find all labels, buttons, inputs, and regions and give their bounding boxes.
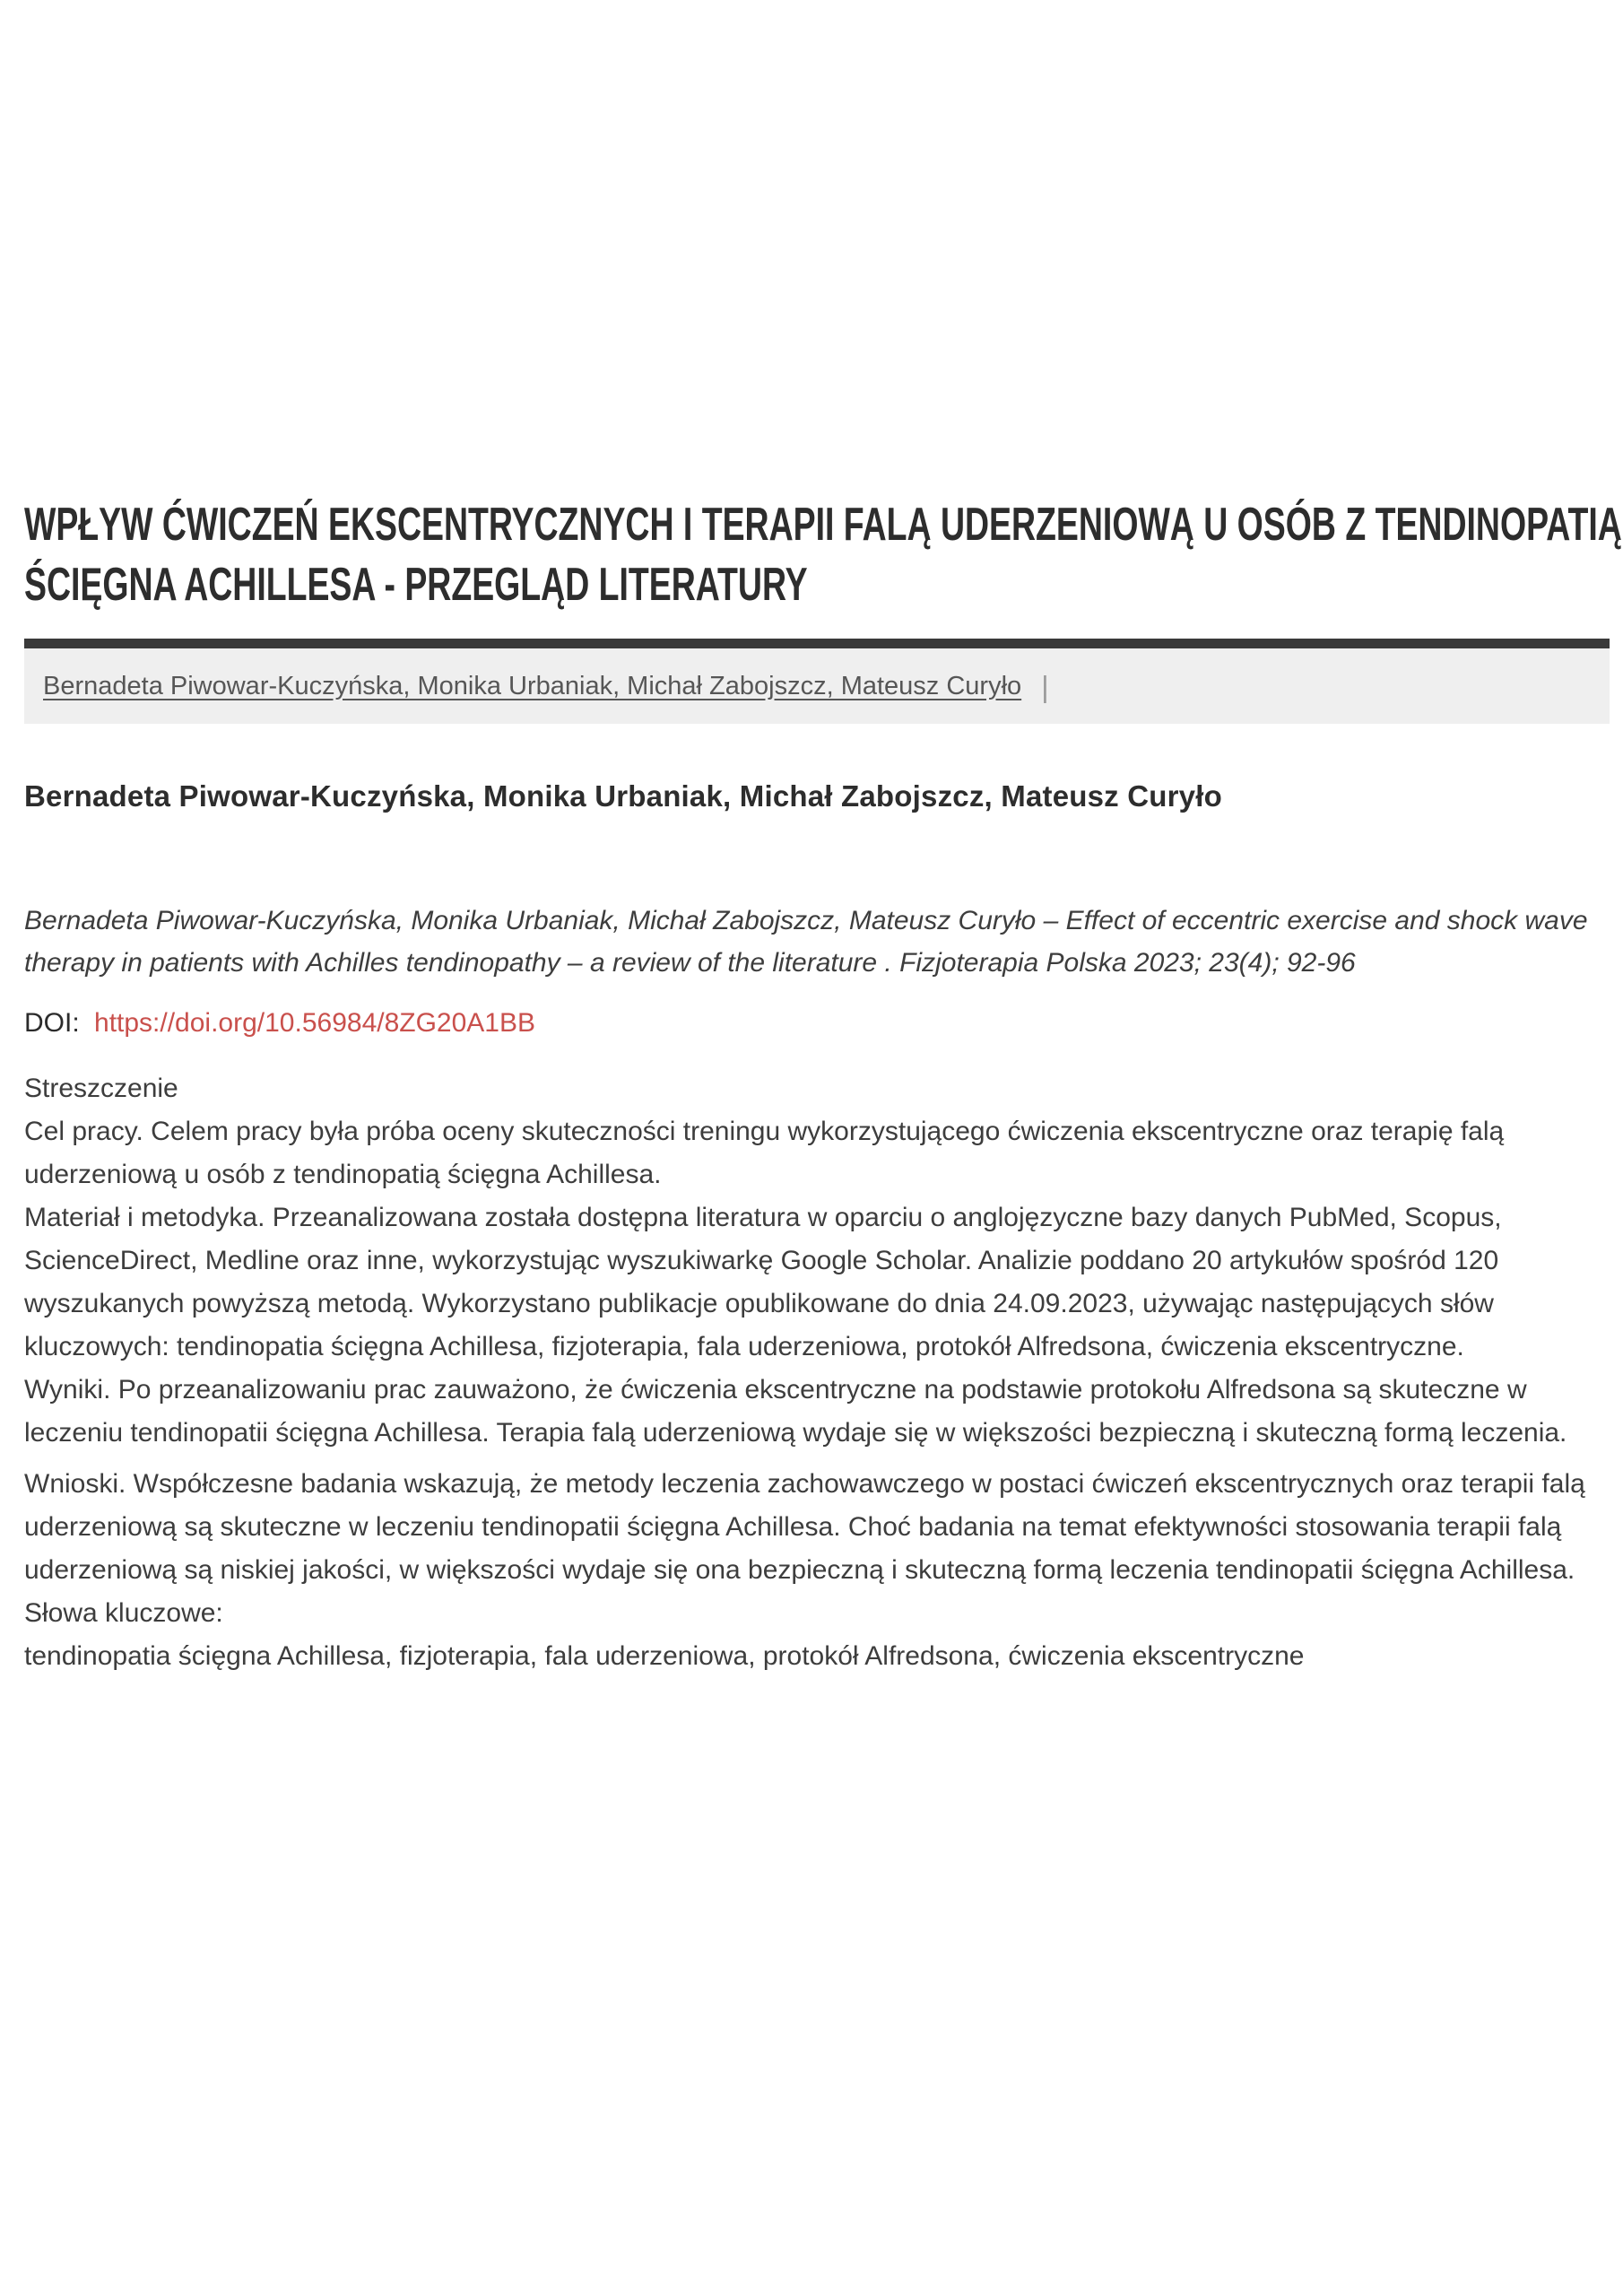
abstract-heading: Streszczenie [24,1074,178,1103]
page-title [24,495,1622,615]
byline-separator: | [1041,669,1049,703]
page-title-line-2: ŚCIĘGNA ACHILLESA - PRZEGLĄD LITERATURY [24,559,808,611]
citation-text: Bernadeta Piwowar-Kuczyńska, Monika Urbaniak, Michał Zabojszcz, Mateusz Curyło – Effect of eccentric exercise and shock wave therapy in patients with Achilles tendinopathy – a review of the literature . Fizjoterapia Polska 2023; 23(4); 92-96 [24,906,1588,978]
authors-byline-box [24,648,1610,724]
page-title-line-1: WPŁYW ĆWICZEŃ EKSCENTRYCZNYCH I TERAPII FALĄ UDERZENIOWĄ U OSÓB Z TENDINOPATIĄ [24,499,1622,551]
abstract-paragraph-cel-pracy: Cel pracy. Celem pracy była próba oceny skuteczności treningu wykorzystującego ćwiczenia ekscentryczne oraz terapię falą uderzeniową u osób z tendinopatią ścięgna Achillesa. [24,1117,1505,1189]
keywords-label: Słowa kluczowe: [24,1598,223,1628]
abstract-paragraph-wyniki: Wyniki. Po przeanalizowaniu prac zauważono, że ćwiczenia ekscentryczne na podstawie protokołu Alfredsona są skuteczne w leczeniu tendinopatii ścięgna Achillesa. Terapia falą uderzeniową wydaje się w większości bezpieczną i skuteczną formą leczenia. [24,1375,1567,1448]
abstract-paragraph-material-i-metodyka: Materiał i metodyka. Przeanalizowana została dostępna literatura w oparciu o anglojęzyczne bazy danych PubMed, Scopus, ScienceDirect, Medline oraz inne, wykorzystując wyszukiwarkę Google Scholar. Analizie poddano 20 artykułów spośród 120 wyszukanych powyższą metodą. Wykorzystano publikacje opublikowane do dnia 24.09.2023, używając następujących słów kluczowych: tendinopatia ścięgna Achillesa, fizjoterapia, fala uderzeniowa, protokół Alfredsona, ćwiczenia ekscentryczne. [24,1203,1502,1361]
doi-label: DOI: [24,1008,80,1038]
authors-link[interactable]: Bernadeta Piwowar-Kuczyńska, Monika Urbaniak, Michał Zabojszcz, Mateusz Curyło [43,671,1022,700]
abstract-paragraph-wnioski: Wnioski. Współczesne badania wskazują, że metody leczenia zachowawczego w postaci ćwiczeń ekscentrycznych oraz terapii falą uderzeniową są skuteczne w leczeniu tendinopatii ścięgna Achillesa. Choć badania na temat efektywności stosowania terapii falą uderzeniową są niskiej jakości, w większości wydaje się ona bezpieczną i skuteczną formą leczenia tendinopatii ścięgna Achillesa. [24,1469,1585,1585]
keywords-text: tendinopatia ścięgna Achillesa, fizjoterapia, fala uderzeniowa, protokół Alfredsona, ćwiczenia ekscentryczne [24,1641,1305,1671]
authors-heading: Bernadeta Piwowar-Kuczyńska, Monika Urbaniak, Michał Zabojszcz, Mateusz Curyło [24,779,1222,813]
doi-link[interactable]: https://doi.org/10.56984/8ZG20A1BB [94,1008,536,1038]
doi-line [24,1008,1610,1039]
abstract-section [24,1067,1610,1678]
article-content [24,0,1622,1678]
title-divider-bar [24,639,1610,648]
